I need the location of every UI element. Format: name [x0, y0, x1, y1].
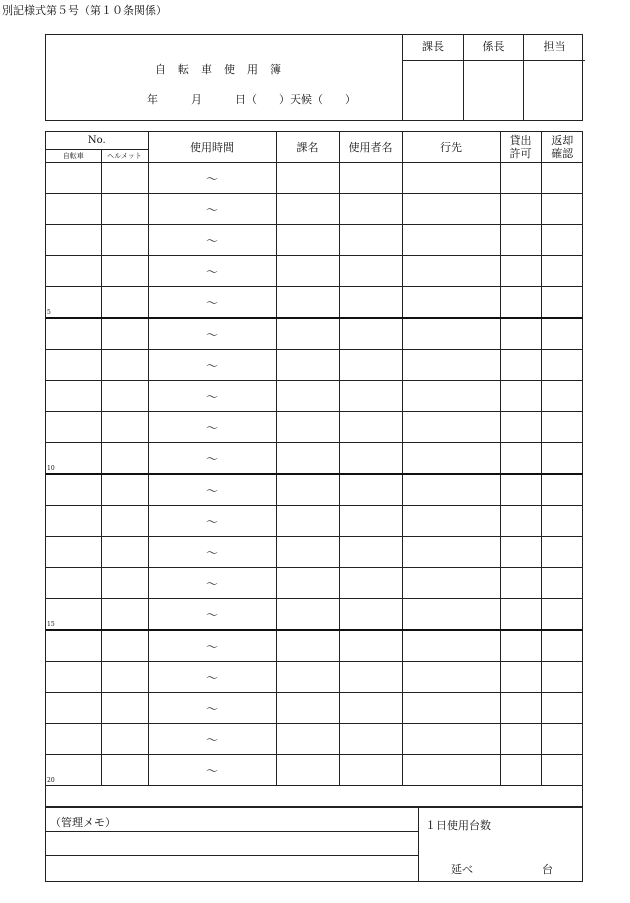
- header-return-check: [541, 132, 583, 163]
- header-user-name: 使用者名: [339, 132, 402, 163]
- usage-time-cell[interactable]: [148, 318, 276, 350]
- approval-label: 課長: [403, 34, 463, 61]
- time-range-tilde: ～: [205, 639, 218, 654]
- bicycle-no-cell[interactable]: [46, 163, 101, 194]
- table-row: [46, 724, 583, 755]
- bicycle-no-cell[interactable]: [46, 287, 101, 319]
- section-cell[interactable]: [276, 755, 339, 786]
- lend-permission-cell[interactable]: [500, 412, 541, 443]
- lend-permission-cell[interactable]: [500, 630, 541, 662]
- table-row: [46, 443, 583, 475]
- time-range-tilde: ～: [205, 451, 218, 466]
- section-cell[interactable]: [276, 599, 339, 631]
- user-name-cell[interactable]: [339, 568, 402, 599]
- return-check-cell[interactable]: [541, 599, 583, 631]
- user-name-cell[interactable]: [339, 163, 402, 194]
- lend-permission-cell[interactable]: [500, 318, 541, 350]
- lend-permission-cell[interactable]: [500, 693, 541, 724]
- helmet-no-cell[interactable]: [101, 474, 148, 506]
- bicycle-no-cell[interactable]: [46, 412, 101, 443]
- section-cell[interactable]: [276, 350, 339, 381]
- destination-cell[interactable]: [402, 693, 500, 724]
- time-range-tilde: ～: [205, 358, 218, 373]
- user-name-cell[interactable]: [339, 662, 402, 693]
- destination-cell[interactable]: [402, 350, 500, 381]
- destination-cell[interactable]: [402, 599, 500, 631]
- helmet-no-cell[interactable]: [101, 412, 148, 443]
- helmet-no-cell[interactable]: [101, 568, 148, 599]
- approval-staff[interactable]: [524, 34, 585, 121]
- lend-permission-cell[interactable]: [500, 662, 541, 693]
- return-check-cell[interactable]: [541, 630, 583, 662]
- return-check-cell[interactable]: [541, 163, 583, 194]
- table-row: [46, 662, 583, 693]
- bicycle-no-cell[interactable]: [46, 724, 101, 755]
- destination-cell[interactable]: [402, 506, 500, 537]
- destination-cell[interactable]: [402, 662, 500, 693]
- usage-time-cell[interactable]: [148, 724, 276, 755]
- section-cell[interactable]: [276, 381, 339, 412]
- destination-cell[interactable]: [402, 755, 500, 786]
- return-check-cell[interactable]: [541, 412, 583, 443]
- header-destination: 行先: [402, 132, 500, 163]
- helmet-no-cell[interactable]: [101, 599, 148, 631]
- helmet-no-cell[interactable]: [101, 443, 148, 475]
- section-cell[interactable]: [276, 693, 339, 724]
- user-name-cell[interactable]: [339, 537, 402, 568]
- user-name-cell[interactable]: [339, 755, 402, 786]
- user-name-cell[interactable]: [339, 381, 402, 412]
- user-name-cell[interactable]: [339, 506, 402, 537]
- user-name-cell[interactable]: [339, 724, 402, 755]
- section-cell[interactable]: [276, 537, 339, 568]
- time-range-tilde: ～: [205, 670, 218, 685]
- helmet-no-cell[interactable]: [101, 662, 148, 693]
- table-row: [46, 537, 583, 568]
- lend-permission-cell[interactable]: [500, 443, 541, 475]
- header-lend-line1: 貸出: [509, 134, 532, 147]
- bicycle-no-cell[interactable]: [46, 630, 101, 662]
- table-row: [46, 474, 583, 506]
- time-range-tilde: ～: [205, 420, 218, 435]
- usage-time-cell[interactable]: [148, 755, 276, 786]
- lend-permission-cell[interactable]: [500, 194, 541, 225]
- return-check-cell[interactable]: [541, 350, 583, 381]
- helmet-no-cell[interactable]: [101, 506, 148, 537]
- section-cell[interactable]: [276, 474, 339, 506]
- usage-time-cell[interactable]: [148, 599, 276, 631]
- form-header: [45, 34, 583, 121]
- helmet-no-cell[interactable]: [101, 755, 148, 786]
- table-row: [46, 506, 583, 537]
- lend-permission-cell[interactable]: [500, 506, 541, 537]
- return-check-cell[interactable]: [541, 194, 583, 225]
- memo-divider: [46, 855, 418, 856]
- usage-time-cell[interactable]: [148, 412, 276, 443]
- usage-time-cell[interactable]: [148, 568, 276, 599]
- usage-time-cell[interactable]: [148, 474, 276, 506]
- table-row: [46, 225, 583, 256]
- table-row: [46, 194, 583, 225]
- bicycle-no-cell[interactable]: [46, 350, 101, 381]
- helmet-no-cell[interactable]: [101, 225, 148, 256]
- destination-cell[interactable]: [402, 287, 500, 319]
- section-cell[interactable]: [276, 630, 339, 662]
- table-row: [46, 350, 583, 381]
- destination-cell[interactable]: [402, 443, 500, 475]
- lend-permission-cell[interactable]: [500, 474, 541, 506]
- usage-time-cell[interactable]: [148, 662, 276, 693]
- destination-cell[interactable]: [402, 474, 500, 506]
- destination-cell[interactable]: [402, 412, 500, 443]
- bicycle-no-cell[interactable]: [46, 693, 101, 724]
- lend-permission-cell[interactable]: [500, 755, 541, 786]
- time-range-tilde: ～: [205, 233, 218, 248]
- table-row: [46, 630, 583, 662]
- return-check-cell[interactable]: [541, 381, 583, 412]
- section-cell[interactable]: [276, 318, 339, 350]
- section-cell[interactable]: [276, 662, 339, 693]
- lend-permission-cell[interactable]: [500, 568, 541, 599]
- return-check-cell[interactable]: [541, 443, 583, 475]
- user-name-cell[interactable]: [339, 693, 402, 724]
- lend-permission-cell[interactable]: [500, 537, 541, 568]
- return-check-cell[interactable]: [541, 755, 583, 786]
- destination-cell[interactable]: [402, 537, 500, 568]
- return-check-cell[interactable]: [541, 474, 583, 506]
- daily-usage-label: １日使用台数: [425, 819, 491, 832]
- section-cell[interactable]: [276, 724, 339, 755]
- return-check-cell[interactable]: [541, 225, 583, 256]
- time-range-tilde: ～: [205, 264, 218, 279]
- usage-time-cell[interactable]: [148, 381, 276, 412]
- usage-log-table: [45, 131, 583, 807]
- row-number: 5: [47, 309, 51, 316]
- approval-label: 係長: [464, 34, 523, 61]
- section-cell[interactable]: [276, 412, 339, 443]
- header-return-line2: 確認: [551, 147, 574, 160]
- bicycle-no-cell[interactable]: [46, 225, 101, 256]
- return-check-cell[interactable]: [541, 287, 583, 319]
- memo-label: （管理メモ）: [50, 816, 116, 829]
- usage-time-cell[interactable]: [148, 506, 276, 537]
- bicycle-no-cell[interactable]: [46, 537, 101, 568]
- user-name-cell[interactable]: [339, 443, 402, 475]
- user-name-cell[interactable]: [339, 412, 402, 443]
- user-name-cell[interactable]: [339, 474, 402, 506]
- destination-cell[interactable]: [402, 225, 500, 256]
- table-row: [46, 599, 583, 631]
- user-name-cell[interactable]: [339, 256, 402, 287]
- helmet-no-cell[interactable]: [101, 724, 148, 755]
- time-range-tilde: ～: [205, 763, 218, 778]
- lend-permission-cell[interactable]: [500, 724, 541, 755]
- time-range-tilde: ～: [205, 732, 218, 747]
- bicycle-no-cell[interactable]: [46, 194, 101, 225]
- usage-time-cell[interactable]: [148, 350, 276, 381]
- helmet-no-cell[interactable]: [101, 318, 148, 350]
- section-cell[interactable]: [276, 225, 339, 256]
- time-range-tilde: ～: [205, 576, 218, 591]
- section-cell[interactable]: [276, 256, 339, 287]
- usage-time-cell[interactable]: [148, 630, 276, 662]
- usage-time-cell[interactable]: [148, 256, 276, 287]
- header-section: 課名: [276, 132, 339, 163]
- time-range-tilde: ～: [205, 607, 218, 622]
- header-no: No.: [46, 132, 148, 150]
- return-check-cell[interactable]: [541, 568, 583, 599]
- table-row: [46, 693, 583, 724]
- helmet-no-cell[interactable]: [101, 163, 148, 194]
- row-number: 10: [47, 465, 55, 472]
- header-helmet: ヘルメット: [101, 150, 148, 163]
- time-range-tilde: ～: [205, 295, 218, 310]
- destination-cell[interactable]: [402, 724, 500, 755]
- return-check-cell[interactable]: [541, 256, 583, 287]
- usage-time-cell[interactable]: [148, 537, 276, 568]
- user-name-cell[interactable]: [339, 599, 402, 631]
- destination-cell[interactable]: [402, 256, 500, 287]
- user-name-cell[interactable]: [339, 350, 402, 381]
- header-bicycle: 自転車: [46, 150, 101, 163]
- lend-permission-cell[interactable]: [500, 381, 541, 412]
- table-row: [46, 163, 583, 194]
- helmet-no-cell[interactable]: [101, 693, 148, 724]
- usage-time-cell[interactable]: [148, 693, 276, 724]
- bicycle-no-cell[interactable]: [46, 755, 101, 786]
- header-return-line1: 返却: [551, 134, 574, 147]
- bicycle-no-cell[interactable]: [46, 474, 101, 506]
- time-range-tilde: ～: [205, 202, 218, 217]
- user-name-cell[interactable]: [339, 287, 402, 319]
- section-cell[interactable]: [276, 506, 339, 537]
- user-name-cell[interactable]: [339, 318, 402, 350]
- usage-time-cell[interactable]: [148, 163, 276, 194]
- usage-time-cell[interactable]: [148, 225, 276, 256]
- destination-cell[interactable]: [402, 194, 500, 225]
- lend-permission-cell[interactable]: [500, 225, 541, 256]
- row-number: 15: [47, 621, 55, 628]
- table-row: [46, 568, 583, 599]
- usage-time-cell[interactable]: [148, 287, 276, 319]
- time-range-tilde: ～: [205, 701, 218, 716]
- bicycle-no-cell[interactable]: [46, 443, 101, 475]
- helmet-no-cell[interactable]: [101, 630, 148, 662]
- table-row: [46, 755, 583, 786]
- destination-cell[interactable]: [402, 630, 500, 662]
- user-name-cell[interactable]: [339, 630, 402, 662]
- header-lend-line2: 許可: [509, 147, 532, 160]
- user-name-cell[interactable]: [339, 225, 402, 256]
- destination-cell[interactable]: [402, 568, 500, 599]
- destination-cell[interactable]: [402, 381, 500, 412]
- lend-permission-cell[interactable]: [500, 287, 541, 319]
- form-caption: 別記様式第５号（第１０条関係）: [2, 4, 167, 17]
- time-range-tilde: ～: [205, 514, 218, 529]
- lend-permission-cell[interactable]: [500, 350, 541, 381]
- management-memo[interactable]: [46, 808, 419, 881]
- form-footer: [45, 807, 583, 882]
- destination-cell[interactable]: [402, 163, 500, 194]
- bicycle-no-cell[interactable]: [46, 256, 101, 287]
- bicycle-no-cell[interactable]: [46, 662, 101, 693]
- approval-block: [402, 34, 585, 121]
- time-range-tilde: ～: [205, 171, 218, 186]
- bicycle-no-cell[interactable]: [46, 318, 101, 350]
- date-weather-line: 年 月 日（ ）天候（ ）: [147, 93, 356, 106]
- daily-usage-box[interactable]: [419, 808, 582, 881]
- helmet-no-cell[interactable]: [101, 194, 148, 225]
- approval-label: 担当: [524, 34, 585, 61]
- time-range-tilde: ～: [205, 389, 218, 404]
- bicycle-no-cell[interactable]: [46, 381, 101, 412]
- memo-divider: [46, 831, 418, 832]
- bicycle-no-cell[interactable]: [46, 568, 101, 599]
- section-cell[interactable]: [276, 163, 339, 194]
- form-title: 自転車使用簿: [155, 63, 293, 76]
- lend-permission-cell[interactable]: [500, 599, 541, 631]
- time-range-tilde: ～: [205, 327, 218, 342]
- return-check-cell[interactable]: [541, 662, 583, 693]
- time-range-tilde: ～: [205, 483, 218, 498]
- table-row: [46, 287, 583, 319]
- lend-permission-cell[interactable]: [500, 163, 541, 194]
- return-check-cell[interactable]: [541, 724, 583, 755]
- return-check-cell[interactable]: [541, 693, 583, 724]
- section-cell[interactable]: [276, 287, 339, 319]
- daily-unit-label: 台: [542, 863, 553, 876]
- approval-unit-chief[interactable]: [464, 34, 524, 121]
- usage-time-cell[interactable]: [148, 194, 276, 225]
- table-row: [46, 256, 583, 287]
- return-check-cell[interactable]: [541, 506, 583, 537]
- time-range-tilde: ～: [205, 545, 218, 560]
- helmet-no-cell[interactable]: [101, 350, 148, 381]
- section-cell[interactable]: [276, 443, 339, 475]
- table-row: [46, 381, 583, 412]
- return-check-cell[interactable]: [541, 537, 583, 568]
- daily-total-label: 延べ: [451, 863, 473, 876]
- user-name-cell[interactable]: [339, 194, 402, 225]
- return-check-cell[interactable]: [541, 318, 583, 350]
- approval-section-chief[interactable]: [403, 34, 464, 121]
- table-row: [46, 412, 583, 443]
- bicycle-no-cell[interactable]: [46, 506, 101, 537]
- helmet-no-cell[interactable]: [101, 537, 148, 568]
- row-number: 20: [47, 777, 55, 784]
- usage-time-cell[interactable]: [148, 443, 276, 475]
- section-cell[interactable]: [276, 568, 339, 599]
- helmet-no-cell[interactable]: [101, 381, 148, 412]
- bicycle-no-cell[interactable]: [46, 599, 101, 631]
- destination-cell[interactable]: [402, 318, 500, 350]
- table-row: [46, 318, 583, 350]
- header-lend-permission: [500, 132, 541, 163]
- lend-permission-cell[interactable]: [500, 256, 541, 287]
- section-cell[interactable]: [276, 194, 339, 225]
- header-usage-time: 使用時間: [148, 132, 276, 163]
- helmet-no-cell[interactable]: [101, 256, 148, 287]
- helmet-no-cell[interactable]: [101, 287, 148, 319]
